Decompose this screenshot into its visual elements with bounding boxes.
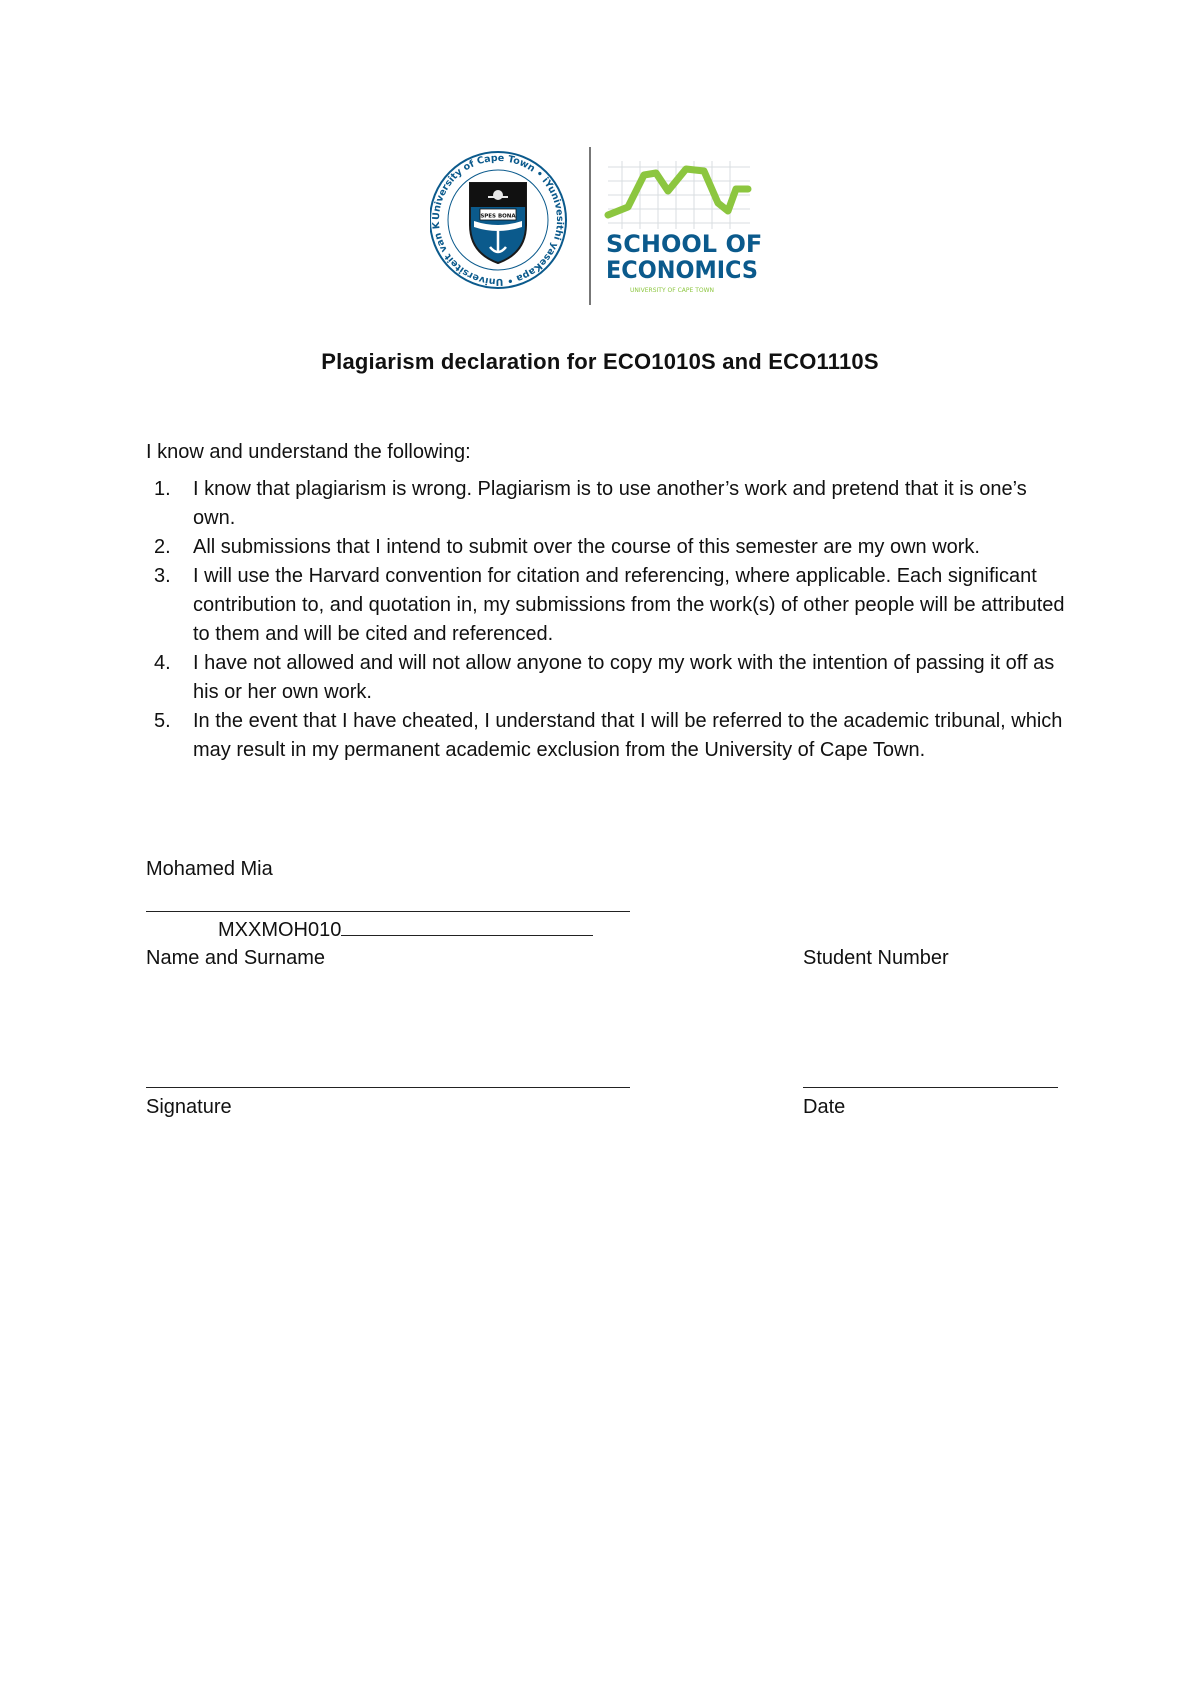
name-line [146,911,630,912]
page-title: Plagiarism declaration for ECO1010S and ECO1110S [321,349,879,374]
name-value: Mohamed Mia [146,858,273,880]
signature-label: Signature [146,1096,232,1118]
student-number-value [218,917,593,942]
name-label: Name and Surname [146,947,325,969]
list-item-number: 3. [154,565,171,587]
logo-school-of: SCHOOL OF [606,230,763,258]
list-item-text: I have not allowed and will not allow anyone to copy my work with the intention of passing it off as his or her own work. [193,652,1055,703]
seal-ring-text: University of Cape Town • iYunivesithi yaseKapa • Universiteit van K [430,152,566,288]
list-item [146,649,1066,707]
logo-uct-subline: UNIVERSITY OF CAPE TOWN [629,287,715,294]
list-item [146,707,1066,765]
economics-trend-line [608,169,748,215]
list-item-text: All submissions that I intend to submit over the course of this semester are my own work. [193,536,980,558]
intro-text: I know and understand the following: [146,441,471,463]
student-number-label: Student Number [803,947,949,969]
shield-motto: SPES BONA [480,213,516,220]
signature-line [146,1087,630,1088]
list-item-number: 1. [154,478,171,500]
list-item [146,533,1066,562]
list-item-text: In the event that I have cheated, I understand that I will be referred to the academic tribunal, which may result in my permanent academic exclusion from the University of Cape Town. [193,710,1063,761]
student-number-text: MXXMOH010 [218,919,342,941]
uct-seal-logo [430,145,566,288]
list-item-number: 5. [154,710,171,732]
logo-economics: ECONOMICS [606,256,758,284]
logo-graphic [430,145,775,310]
list-item-number: 4. [154,652,171,674]
date-line [803,1087,1058,1088]
list-item [146,475,1066,533]
list-item-number: 2. [154,536,171,558]
school-of-economics-logo [606,161,762,294]
header-logos [430,145,775,310]
list-item-text: I will use the Harvard convention for citation and referencing, where applicable. Each significant contribution to, and quotation in, my submissions from the work(s) of other people will be attributed to them and will be cited and referenced. [193,565,1065,645]
list-item [146,562,1066,649]
date-label: Date [803,1096,846,1118]
list-item-text: I know that plagiarism is wrong. Plagiarism is to use another’s work and pretend that it is one’s own. [193,478,1027,529]
student-number-line [341,917,593,936]
declaration-list [146,475,1066,765]
